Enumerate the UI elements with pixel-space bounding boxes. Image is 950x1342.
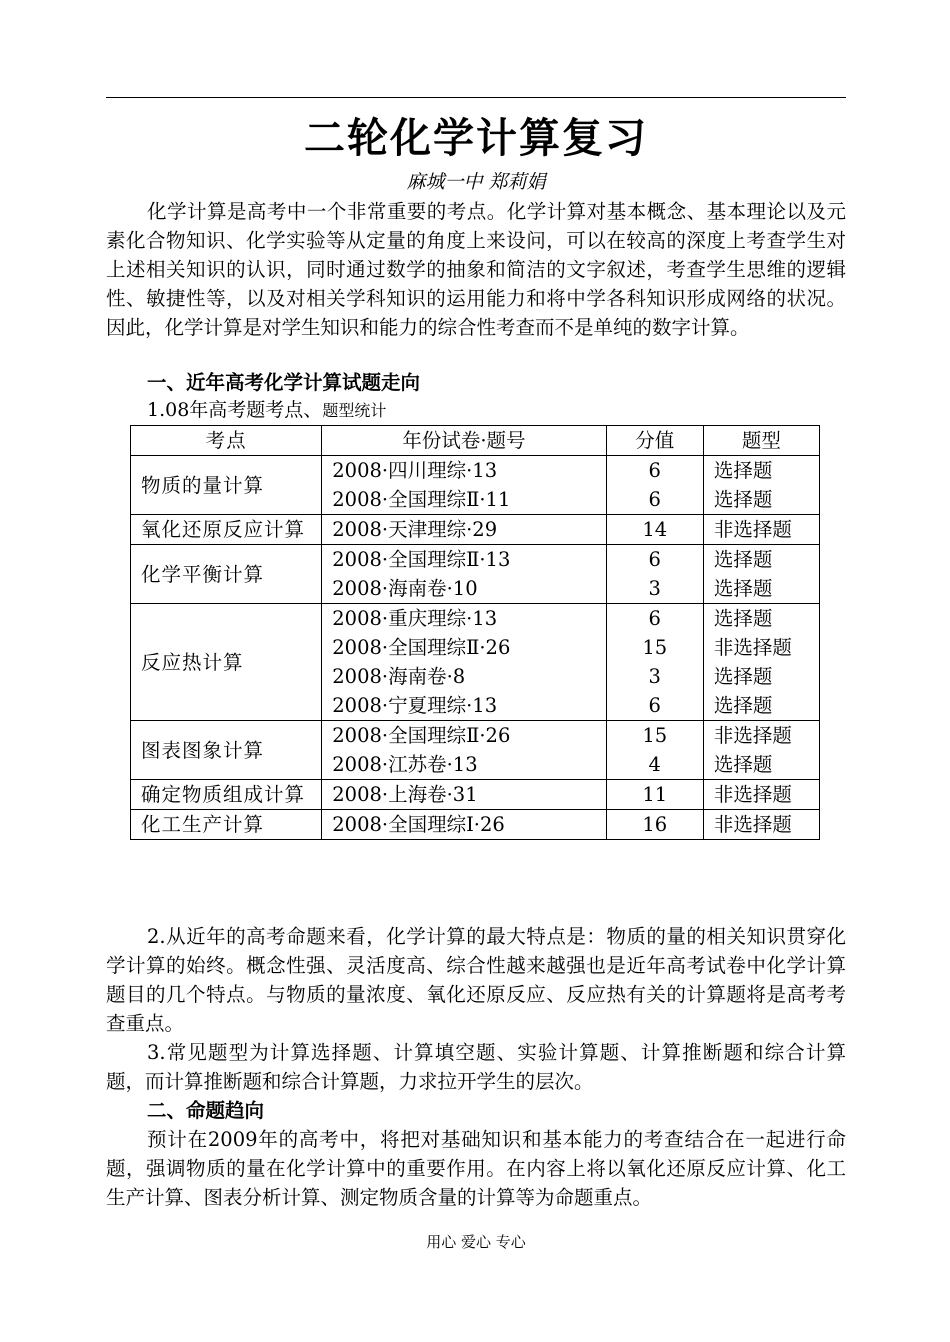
section1-heading: 一、近年高考化学计算试题走向: [147, 371, 421, 394]
exam-line: 2008·全国理综Ⅱ·26: [332, 724, 511, 747]
table-row: [131, 545, 820, 604]
header-score: 分值: [606, 426, 703, 456]
type-line: 非选择题: [713, 518, 792, 541]
type-line: 非选择题: [713, 636, 792, 659]
type-line: 选择题: [713, 607, 773, 630]
score-line: 3: [648, 577, 661, 600]
score-line: 6: [648, 607, 661, 630]
type-line: 选择题: [713, 459, 773, 482]
exam-line: 2008·江苏卷·13: [332, 753, 478, 776]
exam-line: 2008·宁夏理综·13: [332, 694, 498, 717]
topic-cell: 物质的量计算: [131, 456, 322, 515]
exam-stats-table: [130, 425, 820, 840]
page-footer: 用心 爱心 专心: [426, 1233, 526, 1251]
exam-line: 2008·海南卷·10: [332, 577, 478, 600]
score-line: 16: [642, 813, 668, 836]
topic-cell: 化学平衡计算: [131, 545, 322, 604]
exam-line: 2008·全国理综Ⅱ·11: [332, 488, 511, 511]
type-line: 选择题: [713, 694, 773, 717]
type-cell: [703, 604, 819, 721]
score-line: 15: [642, 636, 668, 659]
topic-cell: 反应热计算: [131, 604, 322, 721]
type-cell: [703, 515, 819, 545]
type-line: 选择题: [713, 548, 773, 571]
type-cell: [703, 721, 819, 780]
paragraph-4: 预计在2009年的高考中，将把对基础知识和基本能力的考查结合在一起进行命题，强调物质的量在化学计算中的重要作用。在内容上将以氧化还原反应计算、化工生产计算、图表分析计算、测定物质含量的计算等为命题重点。: [106, 1128, 846, 1209]
type-cell: [703, 780, 819, 810]
topic-cell: 氧化还原反应计算: [131, 515, 322, 545]
score-cell: [606, 456, 703, 515]
subsection1-small-text: 题型统计: [322, 401, 387, 420]
exam-cell: [322, 780, 606, 810]
exam-cell: [322, 721, 606, 780]
topic-cell: 图表图象计算: [131, 721, 322, 780]
score-line: 6: [648, 459, 661, 482]
score-cell: [606, 604, 703, 721]
page-title: 二轮化学计算复习: [304, 114, 648, 162]
header-topic: 考点: [131, 426, 322, 456]
header-exam: 年份试卷·题号: [322, 426, 606, 456]
exam-line: 2008·重庆理综·13: [332, 607, 498, 630]
score-line: 11: [642, 783, 668, 806]
exam-cell: [322, 810, 606, 840]
score-line: 3: [648, 665, 661, 688]
section2-heading: 二、命题趋向: [147, 1099, 265, 1122]
score-line: 4: [648, 753, 661, 776]
exam-cell: [322, 456, 606, 515]
exam-line: 2008·海南卷·8: [332, 665, 466, 688]
header-type: 题型: [703, 426, 819, 456]
table-row: [131, 810, 820, 840]
table-body: [131, 456, 820, 840]
exam-line: 2008·天津理综·29: [332, 518, 498, 541]
score-cell: [606, 515, 703, 545]
exam-line: 2008·四川理综·13: [332, 459, 498, 482]
intro-paragraph: 化学计算是高考中一个非常重要的考点。化学计算对基本概念、基本理论以及元素化合物知识、化学实验等从定量的角度上来设问，可以在较高的深度上考查学生对上述相关知识的认识，同时通过数学的抽象和简洁的文字叙述，考查学生思维的逻辑性、敏捷性等，以及对相关学科知识的运用能力和将中学各科知识形成网络的状况。因此，化学计算是对学生知识和能力的综合性考查而不是单纯的数字计算。: [106, 200, 846, 339]
score-cell: [606, 721, 703, 780]
score-line: 15: [642, 724, 668, 747]
type-cell: [703, 545, 819, 604]
type-line: 选择题: [713, 753, 773, 776]
score-line: 6: [648, 548, 661, 571]
type-line: 选择题: [713, 488, 773, 511]
type-line: 非选择题: [713, 724, 792, 747]
table-row: [131, 780, 820, 810]
header-rule: [106, 97, 846, 98]
score-cell: [606, 780, 703, 810]
score-line: 6: [648, 694, 661, 717]
type-line: 选择题: [713, 577, 773, 600]
paragraph-2: 2.从近年的高考命题来看，化学计算的最大特点是：物质的量的相关知识贯穿化学计算的始终。概念性强、灵活度高、综合性越来越强也是近年高考试卷中化学计算题目的几个特点。与物质的量浓度、氧化还原反应、反应热有关的计算题将是高考考查重点。: [106, 925, 846, 1035]
score-cell: [606, 545, 703, 604]
subsection1-main-text: 1.08年高考题考点、: [147, 399, 323, 421]
score-line: 6: [648, 488, 661, 511]
type-line: 非选择题: [713, 813, 792, 836]
subsection1-heading: [147, 396, 386, 425]
type-line: 非选择题: [713, 783, 792, 806]
table-row: [131, 515, 820, 545]
type-line: 选择题: [713, 665, 773, 688]
exam-line: 2008·全国理综Ⅱ·26: [332, 636, 511, 659]
exam-cell: [322, 515, 606, 545]
table-row: [131, 604, 820, 721]
topic-cell: 确定物质组成计算: [131, 780, 322, 810]
exam-line: 2008·全国理综Ⅱ·13: [332, 548, 511, 571]
paragraph-3: 3.常见题型为计算选择题、计算填空题、实验计算题、计算推断题和综合计算题，而计算推断题和综合计算题，力求拉开学生的层次。: [106, 1041, 846, 1093]
author-line: 麻城一中 郑莉娟: [406, 171, 546, 193]
topic-cell: 化工生产计算: [131, 810, 322, 840]
table-row: [131, 721, 820, 780]
type-cell: [703, 810, 819, 840]
score-line: 14: [642, 518, 668, 541]
type-cell: [703, 456, 819, 515]
table-header-row: [131, 426, 820, 456]
exam-line: 2008·全国理综Ⅰ·26: [332, 813, 505, 836]
score-cell: [606, 810, 703, 840]
table-row: [131, 456, 820, 515]
exam-cell: [322, 604, 606, 721]
exam-cell: [322, 545, 606, 604]
exam-line: 2008·上海卷·31: [332, 783, 478, 806]
